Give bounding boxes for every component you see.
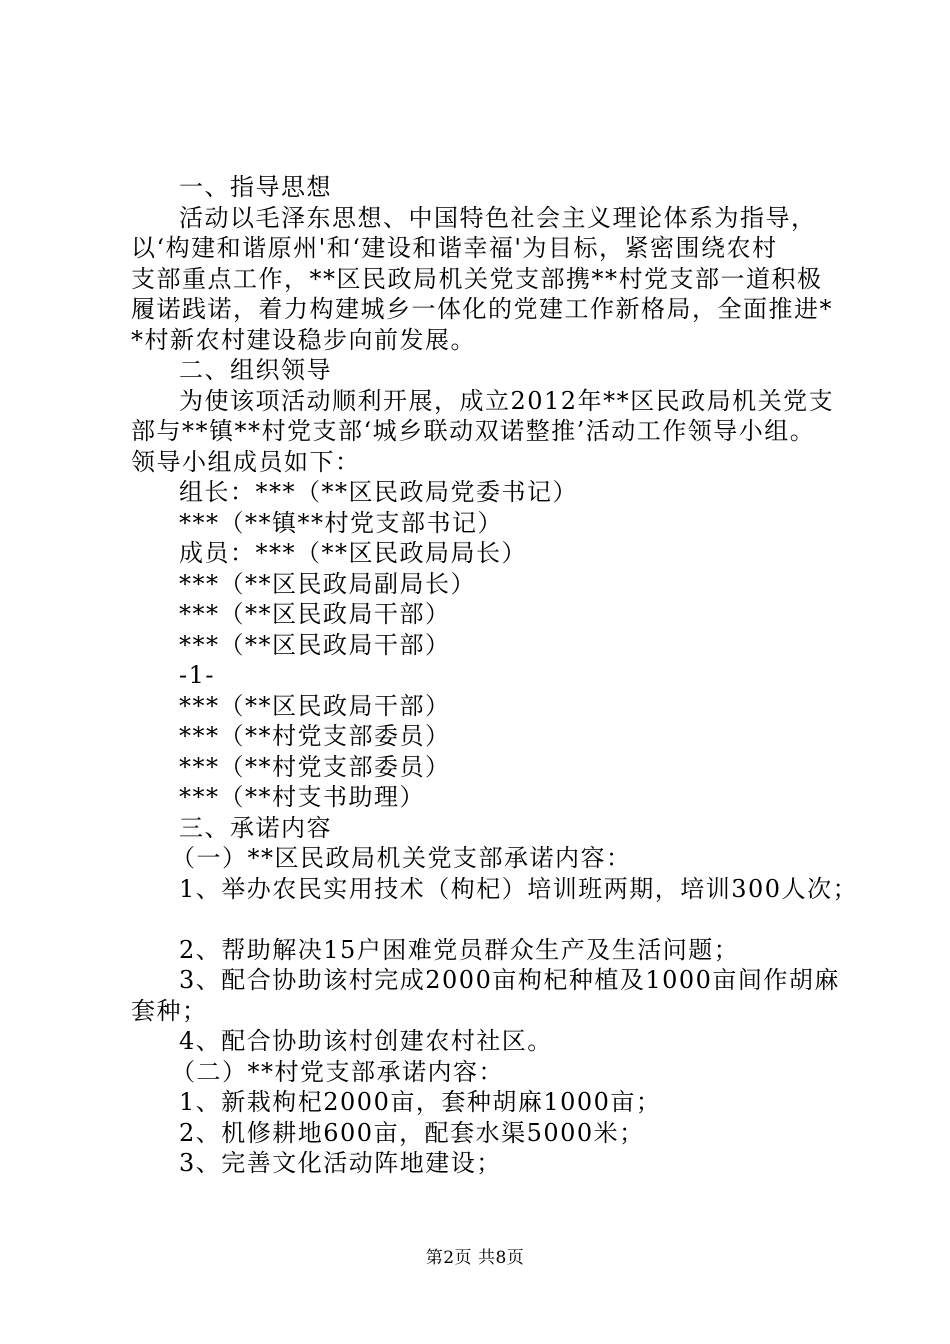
member-line: ***（**镇**村党支部书记） xyxy=(179,508,503,537)
paragraph-line: 履诺践诺，着力构建城乡一体化的党建工作新格局，全面推进* xyxy=(131,295,833,323)
member-line: 组长：***（**区民政局党委书记） xyxy=(179,478,578,506)
member-line: ***（**村支书助理） xyxy=(179,783,425,811)
section-heading-organization: 二、组织领导 xyxy=(179,356,332,384)
member-line: ***（**区民政局干部） xyxy=(179,630,451,659)
member-line: ***（**区民政局干部） xyxy=(179,691,451,720)
paragraph-line: 部与**镇**村党支部‘城乡联动双诺整推’活动工作领导小组。 xyxy=(131,417,816,445)
member-line: 成员：***（**区民政局局长） xyxy=(179,539,527,567)
inline-page-marker: -1- xyxy=(179,661,215,689)
section-heading-commitments: 三、承诺内容 xyxy=(179,813,332,842)
commitment-item: 4、配合协助该村创建农村社区。 xyxy=(179,1027,553,1055)
commitment-item-continuation: 套种； xyxy=(131,996,208,1025)
commitment-item: 1、新栽枸杞2000亩，套种胡麻1000亩； xyxy=(179,1088,662,1116)
member-line: ***（**村党支部委员） xyxy=(179,752,451,781)
member-line: ***（**区民政局副局长） xyxy=(179,569,476,598)
paragraph-line: 为使该项活动顺利开展，成立2012年**区民政局机关党支 xyxy=(179,386,835,415)
subsection-heading-bureau: （一）**区民政局机关党支部承诺内容： xyxy=(171,844,632,872)
paragraph-line: 活动以毛泽东思想、中国特色社会主义理论体系为指导， xyxy=(179,203,817,232)
commitment-item: 3、完善文化活动阵地建设； xyxy=(179,1149,502,1177)
section-heading-guiding-ideology: 一、指导思想 xyxy=(179,173,332,201)
commitment-item: 3、配合协助该村完成2000亩枸杞种植及1000亩间作胡麻 xyxy=(179,966,840,994)
member-line: ***（**区民政局干部） xyxy=(179,600,451,628)
paragraph-line: 领导小组成员如下： xyxy=(131,447,361,476)
document-body xyxy=(131,172,859,1179)
commitment-item: 2、机修耕地600亩，配套水渠5000米； xyxy=(179,1118,645,1147)
paragraph-line: 支部重点工作，**区民政局机关党支部携**村党支部一道积极 xyxy=(131,264,823,293)
commitment-item: 2、帮助解决15户困难党员群众生产及生活问题； xyxy=(179,935,740,964)
paragraph-line: *村新农村建设稳步向前发展。 xyxy=(131,325,476,354)
blank-line xyxy=(131,904,839,935)
commitment-item: 1、举办农民实用技术（枸杞）培训班两期，培训300人次； xyxy=(179,874,859,903)
subsection-heading-village: （二）**村党支部承诺内容： xyxy=(171,1057,504,1086)
paragraph-line: 以‘构建和谐原州'和‘建设和谐幸福'为目标，紧密围绕农村 xyxy=(131,234,778,262)
page-footer: 第2页 共8页 xyxy=(425,1248,525,1268)
member-line: ***（**村党支部委员） xyxy=(179,722,451,750)
